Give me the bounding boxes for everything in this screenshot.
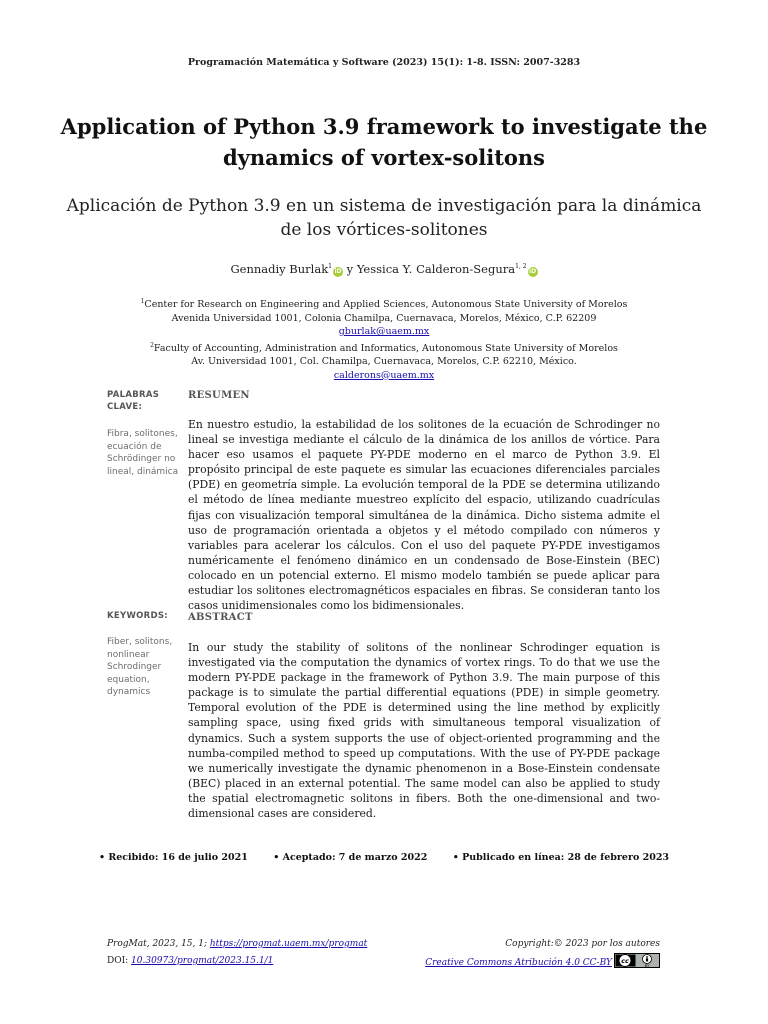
affiliation-name [60,295,708,312]
author-affil-sup: 1 [328,263,332,271]
author-affil-sup: 1, 2 [515,263,527,271]
footer-citation [107,936,367,970]
email-link[interactable]: calderons@uaem.mx [333,369,435,381]
publication-dates [0,852,768,863]
author-line [0,262,768,277]
affiliation-sup: 2 [150,341,154,349]
journal-url-link[interactable]: https://progmat.uaem.mx/progmat [209,939,368,949]
affiliation-name [60,339,708,356]
journal-header: Programación Matemática y Software (2023) 15(1): 1-8. ISSN: 2007-3283 [187,57,581,68]
affiliation-name-text: Center for Research on Engineering and Applied Sciences, Autonomous State University of Morelos [144,299,628,311]
copyright-text: Copyright:© 2023 por los autores [505,939,660,949]
title-english: Application of Python 3.9 framework to investigate the dynamics of vortex-solitons [60,114,708,170]
orcid-icon[interactable]: iD [334,268,342,275]
doi-label: DOI: [107,956,132,966]
citation-text: ProgMat, 2023, 15, 1; [107,939,210,949]
footer-license [425,936,660,975]
abstract-text: In our study the stability of solitons of the nonlinear Schrodinger equation is investigated via the computation the dynamics of vortex rings. To do that we use the modern PY-PDE package in the framework of Python 3.9. The main purpose of this package is to simulate the partial differential equations (PDE) in simple geometry. Temporal evolution of the PDE is determined using the line method by explicitly sampling space, using fixed grids with simultaneous temporal visualization of dynamics. Such a system supports the use of object-oriented programming and the numba-compiled method to speed up computations. With the use of PY-PDE package we numerically investigate the dynamic phenomenon in a Bose-Einstein condensate (BEC) placed in an external potential. The same model can also be applied to study the spatial electromagnetic solitons in fibers. Both the one-dimensional and two-dimensional cases are considered. [188,641,660,821]
author-name: Yessica Y. Calderon-Segura [356,262,516,276]
palabras-clave-list: Fibra, solitones, ecuación de Schrödinger no lineal, dinámica [107,429,179,477]
email-link[interactable]: gburlak@uaem.mx [338,326,430,338]
keywords-label: KEYWORDS: [107,611,168,621]
affiliation-address: Av. Universidad 1001, Col. Chamilpa, Cuernavaca, Morelos, C.P. 62210, México. [191,356,577,368]
published-date: • Publicado en línea: 28 de febrero 2023 [452,852,670,863]
affiliation-sup: 1 [140,298,145,305]
affiliations [60,295,708,382]
license-link[interactable]: Creative Commons Atribución 4.0 CC-BY [425,958,612,968]
orcid-icon[interactable]: iD [529,268,537,275]
by-badge-text: BY [644,964,650,968]
affiliation-name-text: Faculty of Accounting, Administration and Informatics, Autonomous State University of Morelos [153,342,618,354]
resumen-text: En nuestro estudio, la estabilidad de los solitones de la ecuación de Schrodinger no lineal se investiga mediante el cálculo de la dinámica de los anillos de vórtice. Para hacer eso usamos el paquete PY-PDE moderno en el marco de Python 3.9. El propósito principal de este paquete es simular las ecuaciones diferenciales parciales (PDE) en geometría simple. La evolución temporal de la PDE se determina utilizando el método de línea mediante muestreo explícito del espacio, utilizando cuadrículas fijas con visualización temporal simultánea de la dinámica. Dicho sistema admite el uso de programación orientada a objetos y el método compilado con números y variables para acelerar los cálculos. Con el uso del paquete PY-PDE investigamos numéricamente el fenómeno dinámico en un condensado de Bose-Einstein (BEC) colocado en un potencial externo. El mismo modelo también se puede aplicar para estudiar los solitones electromagnéticos espaciales en fibras. Se consideran tanto los casos unidimensionales como los bidimensionales. [188,418,660,613]
received-date: • Recibido: 16 de julio 2021 [98,852,248,863]
author-name: Gennadiy Burlak [230,262,329,276]
cc-badge-text: cc [621,957,629,965]
accepted-date: • Aceptado: 7 de marzo 2022 [273,852,428,863]
resumen-heading: RESUMEN [188,390,250,401]
title-spanish: Aplicación de Python 3.9 en un sistema de investigación para la dinámica de los vórtices-solitones [66,196,702,240]
doi-link[interactable]: 10.30973/progmat/2023.15.1/1 [131,956,274,966]
palabras-clave-label: PALABRAS CLAVE: [107,390,160,412]
affiliation-address: Avenida Universidad 1001, Colonia Chamilpa, Cuernavaca, Morelos, México, C.P. 62209 [171,312,597,324]
abstract-heading: ABSTRACT [188,612,253,623]
cc-by-badge-icon[interactable] [614,953,660,975]
keywords-list: Fiber, solitons, nonlinear Schrodinger equation, dynamics [107,637,173,697]
author-connector: y [343,262,357,276]
